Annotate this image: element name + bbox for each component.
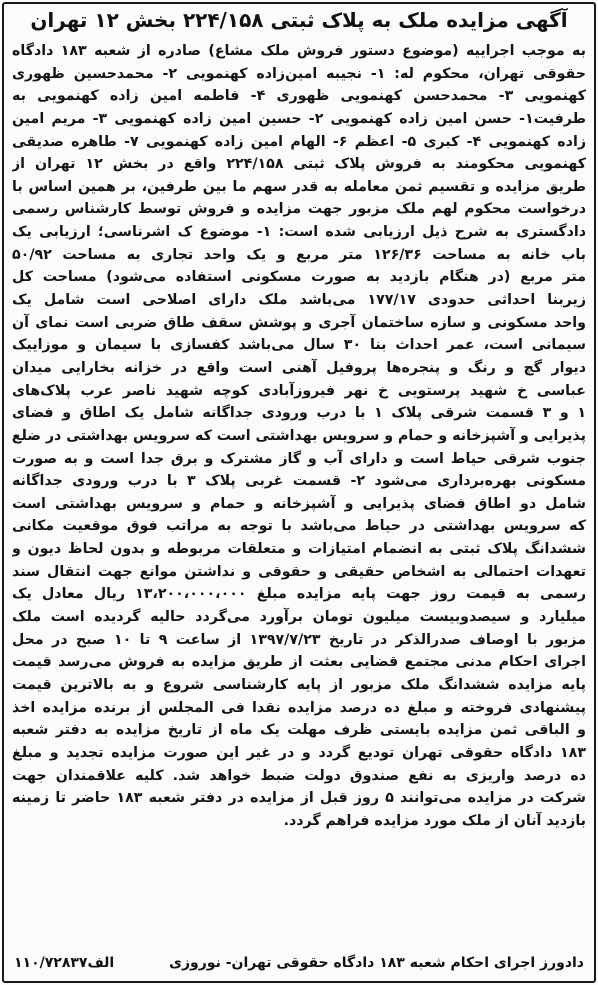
body-line: دادگستری به شرح ذیل ارزیابی شده است: ۱- موضوع ک اشرناسی؛ ارزیابی یک bbox=[12, 224, 586, 241]
body-line: ۱۸۳ دادگاه حقوقی تهران تودیع گردد و در غیر این صورت مزایده تجدید و مبلغ bbox=[12, 744, 586, 761]
body-line: طریق مزایده و تقسیم ثمن معامله به قدر سهم ما بین طرفین، بر همین اساس با bbox=[12, 178, 586, 195]
notice-footer bbox=[14, 950, 584, 976]
body-line: باب خانه به مساحت ۱۲۶/۳۶ متر مربع و یک واحد تجاری به مساحت ۵۰/۹۲ bbox=[12, 246, 586, 263]
body-line: به موجب اجراییه (موضوع دستور فروش ملک مشاع) صادره از شعبه ۱۸۳ دادگاه bbox=[12, 43, 586, 59]
body-line: بازدید آنان از ملک مورد مزایده فراهم گردد. bbox=[283, 812, 586, 829]
body-line: کهنمویی ۳- محمدحسن کهنمویی ظهوری ۴- فاطمه امین زاده کهنمویی به bbox=[12, 88, 586, 105]
body-line: دیوار گچ و رنگ و پنجره‌ها پروفیل آهنی است واقع در خزانه بخارایی میدان bbox=[12, 359, 586, 376]
body-line: پذیرایی و آشپزخانه و حمام و سرویس بهداشتی است که سرویس بهداشتی در ضلع bbox=[12, 427, 586, 444]
body-line: زیربنا احداثی حدودی ۱۷۷/۱۷ می‌باشد ملک دارای اصلاحی است شامل یک bbox=[12, 292, 586, 309]
body-line: مسکونی بهره‌برداری می‌شود ۲- قسمت غربی پلاک ۳ با درب ورودی جداگانه bbox=[12, 473, 586, 490]
body-line: و الباقی ثمن مزایده بایستی ظرف مهلت یک ماه از تاریخ مزایده به دفتر شعبه bbox=[12, 722, 586, 739]
body-line: واحد مسکونی و سازه ساختمان آجری و پوشش سقف طاق ضربی است نمای آن bbox=[12, 314, 586, 331]
body-line: زاده کهنمویی ۴- کبری ۵- اعظم ۶- الهام امین زاده کهنمویی ۷- طاهره صدیقی bbox=[12, 133, 586, 150]
body-line: اجرای احکام مدنی مجتمع قضایی بعثت از طریق مزایده به فروش می‌رسد قیمت bbox=[12, 654, 586, 671]
body-line: پایه مزایده ششدانگ ملک مزبور از پایه کارشناسی شروع و به بالاترین قیمت bbox=[12, 676, 586, 693]
body-line: طرفیت۱- حسن امین زاده کهنمویی ۲- حسین امین زاده کهنمویی ۳- مریم امین bbox=[12, 110, 586, 127]
body-line: که سرویس بهداشتی در حیاط می‌باشد با توجه به مراتب فوق موقعیت مکانی bbox=[12, 518, 586, 535]
body-line: متر مربع (در هنگام بازدید به صورت مسکونی استفاده می‌شود) مساحت کل bbox=[12, 269, 586, 286]
body-line: ده درصد واریزی به نفع صندوق دولت ضبط خواهد شد. کلیه علاقمندان جهت bbox=[12, 767, 586, 784]
body-line: پیشنهادی فروخته و مبلغ ده درصد مزایده نقدا فی المجلس از برنده مزایده اخذ bbox=[12, 699, 586, 716]
body-line: تعهدات احتمالی به اشخاص حقیقی و حقوقی و نداشتن موانع جهت انتقال سند bbox=[12, 563, 586, 580]
body-line: جنوب شرقی حیاط است و دارای آب و گاز مشترک و برق جدا است و به صورت bbox=[12, 450, 586, 467]
notice-title: آگهی مزایده ملک به پلاک ثبتی ۲۲۴/۱۵۸ بخش ۱۲ تهران bbox=[30, 8, 568, 32]
notice-code: ۱۱۰/۷۲۸۳۷الف bbox=[14, 955, 115, 971]
body-line: درخواست محکوم لهم ملک مزبور جهت مزایده و فروش توسط کارشناس رسمی bbox=[12, 201, 586, 218]
body-line: کهنمویی محکومند به فروش پلاک ثبتی ۲۲۴/۱۵۸ واقع در بخش ۱۲ تهران از bbox=[12, 156, 586, 173]
body-line: شامل دو اطاق فضای پذیرایی و آشپزخانه و حمام و سرویس بهداشتی است bbox=[12, 495, 586, 512]
notice-body bbox=[12, 40, 586, 946]
body-line: عباسی خ شهید پرستویی خ نهر فیروزآبادی کوچه شهید ناصر عرب پلاک‌های bbox=[12, 382, 586, 399]
body-line: حقوقی تهران، محکوم له: ۱- نجیبه امین‌زاده کهنمویی ۲- محمدحسین ظهوری bbox=[12, 65, 586, 82]
body-line: سیمانی است، عمر احداث بنا ۳۰ سال می‌باشد کفسازی با سیمان و موزاییک bbox=[12, 337, 586, 354]
body-line: ۱ و ۳ قسمت شرقی پلاک ۱ با درب ورودی جداگانه شامل یک اطاق و فضای bbox=[12, 405, 586, 422]
body-line: شرکت در مزایده می‌توانند ۵ روز قبل از مزایده در دفتر شعبه ۱۸۳ حاضر تا زمینه bbox=[12, 790, 586, 807]
body-line: میلیارد و سیصدوبیست میلیون تومان برآورد می‌گردد حالیه گردیده است ملک bbox=[12, 609, 586, 626]
body-line: مزبور با اوصاف صدرالذکر در تاریخ ۱۳۹۷/۷/۲۳ از ساعت ۹ تا ۱۰ صبح در محل bbox=[12, 631, 586, 648]
signature-line: دادورز اجرای احکام شعبه ۱۸۳ دادگاه حقوقی تهران- نوروزی bbox=[169, 955, 584, 971]
body-line: ششدانگ پلاک ثبتی به انضمام امتیازات و متعلقات مربوطه و بدون لحاظ دیون و bbox=[12, 541, 586, 558]
body-line: رسمی به قیمت روز جهت پایه مزایده مبلغ ۱۳،۲۰۰،۰۰۰،۰۰۰ ریال معادل یک bbox=[12, 586, 586, 603]
